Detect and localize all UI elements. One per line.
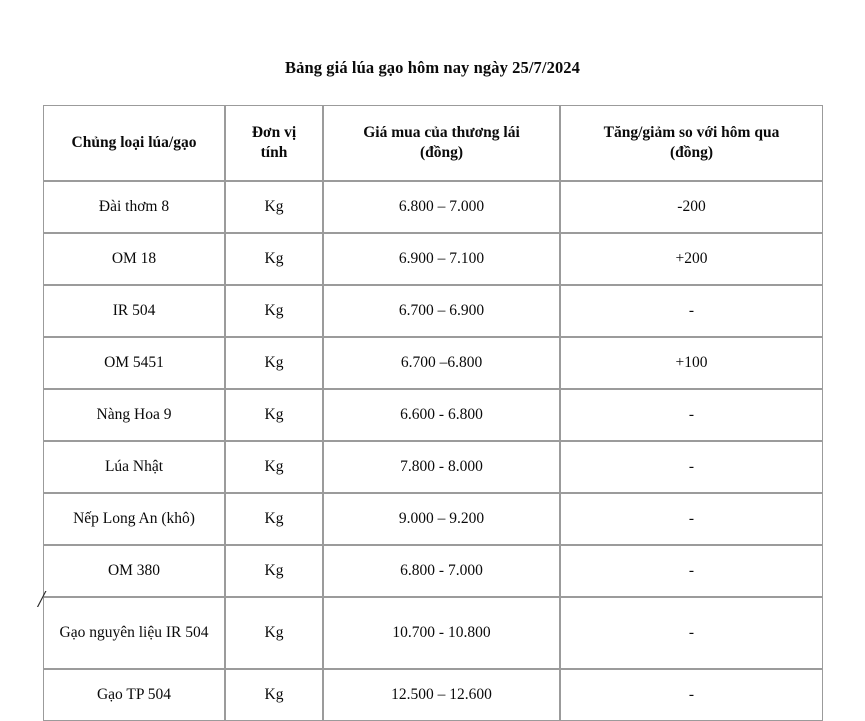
table-row [43,285,823,337]
cell-unit: Kg [225,389,323,441]
page-title: Bảng giá lúa gạo hôm nay ngày 25/7/2024 [285,58,580,77]
cell-change: - [560,389,823,441]
column-header-unit-line1: Đơn vị [251,124,297,142]
column-header-variety-line1: Chủng loại lúa/gạo [71,134,197,152]
cell-variety: Nếp Long An (khô) [43,493,225,545]
cell-variety: OM 5451 [43,337,225,389]
cell-price: 6.700 – 6.900 [323,285,560,337]
cell-change: +200 [560,233,823,285]
cell-price: 10.700 - 10.800 [323,597,560,669]
cell-price: 6.600 - 6.800 [323,389,560,441]
cell-variety: IR 504 [43,285,225,337]
cell-change: - [560,285,823,337]
price-table-container [43,105,823,721]
cell-variety: OM 18 [43,233,225,285]
cell-change: +100 [560,337,823,389]
table-row [43,233,823,285]
table-row [43,493,823,545]
table-row [43,545,823,597]
cell-variety: Đài thơm 8 [43,181,225,233]
cell-price: 6.800 – 7.000 [323,181,560,233]
table-row [43,181,823,233]
cell-price: 6.700 –6.800 [323,337,560,389]
table-body [43,181,823,721]
column-header-unit [225,105,323,181]
cell-variety: Gạo nguyên liệu IR 504 [43,597,225,669]
column-header-price-line2: (đồng) [419,144,464,161]
cell-unit: Kg [225,233,323,285]
table-row [43,441,823,493]
column-header-price-line1: Giá mua của thương lái [363,124,520,142]
cell-price: 6.900 – 7.100 [323,233,560,285]
cell-unit: Kg [225,597,323,669]
cell-unit: Kg [225,545,323,597]
cell-change: -200 [560,181,823,233]
column-header-change-line2: (đồng) [669,144,714,161]
cell-unit: Kg [225,441,323,493]
cell-unit: Kg [225,181,323,233]
cell-price: 12.500 – 12.600 [323,669,560,721]
column-header-variety [43,105,225,181]
cell-change: - [560,597,823,669]
rice-price-table [43,105,823,721]
column-header-change-line1: Tăng/giảm so với hôm qua [603,124,780,142]
cell-variety: Nàng Hoa 9 [43,389,225,441]
table-header [43,105,823,181]
cell-change: - [560,441,823,493]
cell-price: 7.800 - 8.000 [323,441,560,493]
cell-change: - [560,545,823,597]
cell-unit: Kg [225,337,323,389]
cell-price: 6.800 - 7.000 [323,545,560,597]
column-header-price [323,105,560,181]
cell-unit: Kg [225,493,323,545]
cell-variety: OM 380 [43,545,225,597]
cell-change: - [560,669,823,721]
cell-variety: Gạo TP 504 [43,669,225,721]
cell-unit: Kg [225,285,323,337]
cell-variety: Lúa Nhật [43,441,225,493]
column-header-change [560,105,823,181]
table-row [43,337,823,389]
cell-change: - [560,493,823,545]
table-header-row [43,105,823,181]
cell-price: 9.000 – 9.200 [323,493,560,545]
column-header-unit-line2: tính [260,144,288,161]
trailing-slash-mark: / [38,587,45,613]
table-row [43,389,823,441]
cell-unit: Kg [225,669,323,721]
table-row [43,597,823,669]
table-row [43,669,823,721]
